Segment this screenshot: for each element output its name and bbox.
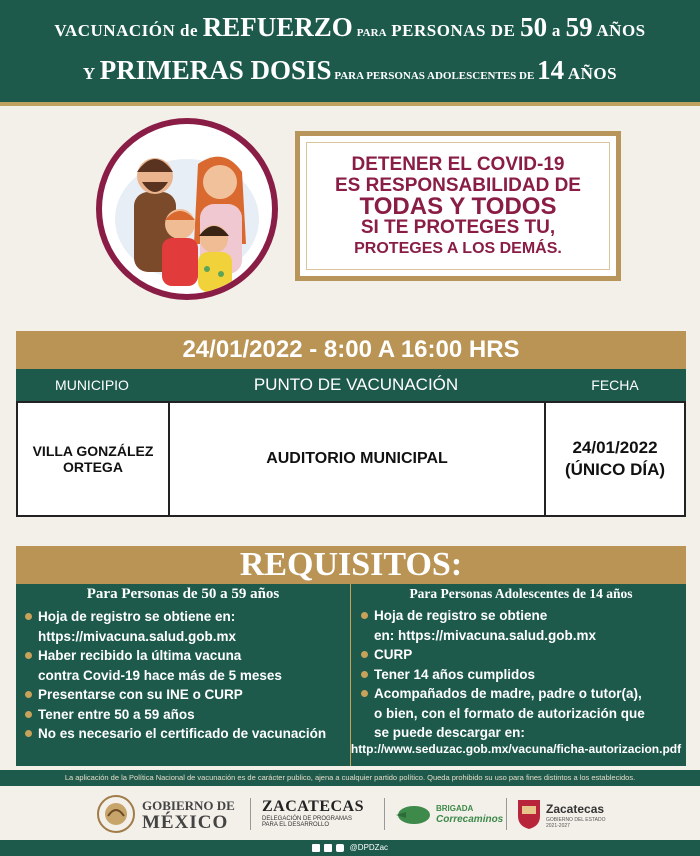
cell-fecha-note: (ÚNICO DÍA) (564, 460, 666, 479)
table-row (16, 401, 686, 517)
coat-of-arms-icon (96, 794, 136, 834)
list-item-text: Haber recibido la última vacuna (38, 648, 242, 663)
list-item-text: contra Covid-19 hace más de 5 meses (38, 667, 282, 683)
header-text: PERSONAS DE (386, 21, 521, 40)
header-line-1 (0, 12, 700, 43)
slogan-line-5: PROTEGES A LOS DEMÁS. (354, 240, 562, 257)
bullet-icon (25, 711, 32, 718)
bullet-icon (25, 730, 32, 737)
slogan-line-4: SI TE PROTEGES TU, (360, 217, 556, 238)
list-item (358, 704, 684, 724)
state-shield-icon (516, 798, 542, 830)
list-item (358, 606, 684, 626)
slogan-box (295, 131, 621, 281)
list-item (358, 723, 684, 743)
bullet-icon (361, 690, 368, 697)
list-item (22, 724, 344, 744)
requisitos-right-heading: Para Personas Adolescentes de 14 años (409, 586, 633, 601)
date-banner: 24/01/2022 - 8:00 A 16:00 HRS (16, 331, 686, 369)
zac-estado-line-1: Zacatecas (546, 802, 605, 816)
requisitos-left-list (22, 607, 344, 744)
list-item (358, 626, 684, 646)
column-header-municipio: MUNICIPIO (55, 377, 129, 393)
list-item-text: No es necesario el certificado de vacunación (38, 726, 327, 741)
header-number: 59 (565, 12, 593, 42)
header-text: a (547, 21, 566, 40)
header-banner (0, 0, 700, 102)
table-header (16, 369, 686, 401)
slogan-text (300, 154, 616, 259)
cell-municipio: VILLA GONZÁLEZ ORTEGA (32, 443, 154, 475)
header-text: AÑOS (592, 21, 646, 40)
list-item-text: se puede descargar en: (374, 725, 525, 740)
facebook-icon[interactable] (312, 844, 320, 852)
zac-estado-line-3: 2021-2027 (546, 823, 570, 829)
twitter-icon[interactable] (324, 844, 332, 852)
cell-punto: AUDITORIO MUNICIPAL (266, 450, 448, 467)
brigada-line-1: BRIGADA (436, 804, 474, 813)
zacatecas-delegacion-logo (262, 792, 382, 836)
gold-divider (0, 102, 700, 106)
bullet-icon (25, 613, 32, 620)
header-line-2 (0, 55, 700, 86)
header-text-refuerzo: REFUERZO (202, 12, 353, 42)
header-text: PARA PERSONAS ADOLESCENTES DE (331, 70, 538, 82)
list-item-text: Acompañados de madre, padre o tutor(a), (374, 686, 642, 701)
bullet-icon (361, 651, 368, 658)
bullet-icon (25, 691, 32, 698)
gobierno-mexico-logo (96, 792, 246, 836)
list-item (22, 646, 344, 666)
zacatecas-deleg-line-1: ZACATECAS (262, 798, 364, 815)
brigada-line-2: Correcaminos (436, 814, 504, 825)
requisitos-title: REQUISITOS: (16, 546, 686, 584)
logo-separator (250, 798, 251, 830)
authorization-form-link[interactable]: http://www.seduzac.gob.mx/vacuna/ficha-autorizacion.pdf (350, 742, 682, 756)
list-item-text: https://mivacuna.salud.gob.mx (38, 628, 237, 644)
zacatecas-deleg-line-3: PARA EL DESARROLLO (262, 822, 330, 828)
list-item-text: Hoja de registro se obtiene (374, 608, 548, 623)
header-number: 14 (537, 55, 565, 85)
list-item (358, 645, 684, 665)
bullet-icon (25, 652, 32, 659)
instagram-icon[interactable] (336, 844, 344, 852)
family-illustration (96, 118, 278, 300)
requisitos-body (16, 584, 686, 766)
list-item (22, 685, 344, 705)
logo-separator (506, 798, 507, 830)
gobierno-line-1: GOBIERNO DE (142, 798, 235, 813)
column-divider (350, 584, 351, 766)
list-item-text: CURP (374, 647, 413, 662)
disclaimer: La aplicación de la Política Nacional de vacunación es de carácter publico, ajena a cualquier partido político. Queda prohibido su uso para fines distintos a los establecidos. (0, 770, 700, 786)
bullet-icon (361, 612, 368, 619)
footer-social (0, 840, 700, 856)
list-item-text: Tener entre 50 a 59 años (38, 706, 195, 722)
requisitos-right-list (358, 606, 684, 743)
zacatecas-estado-logo (516, 792, 626, 836)
header-number: 50 (520, 12, 548, 42)
slogan-line-1: DETENER EL COVID-19 (351, 154, 565, 175)
brigada-correcaminos-logo (392, 792, 502, 836)
slogan-line-2: ES RESPONSABILIDAD DE (335, 175, 581, 196)
bullet-icon (361, 671, 368, 678)
column-header-fecha: FECHA (591, 377, 639, 393)
list-item (22, 607, 344, 627)
header-text: Y (82, 64, 100, 83)
slogan-line-3: TODAS Y TODOS (359, 193, 557, 220)
list-item-text: Tener 14 años cumplidos (374, 666, 536, 682)
column-header-punto: PUNTO DE VACUNACIÓN (253, 375, 459, 394)
cell-fecha-date: 24/01/2022 (572, 438, 658, 457)
list-item (22, 627, 344, 647)
list-item-text: Hoja de registro se obtiene en: (38, 609, 236, 624)
social-handle[interactable]: @DPDZac (349, 843, 389, 852)
requisitos-right-column (350, 584, 684, 766)
zac-estado-line-2: GOBIERNO DEL ESTADO (546, 817, 606, 823)
list-item-text: en: https://mivacuna.salud.gob.mx (374, 627, 597, 643)
logo-separator (384, 798, 385, 830)
gobierno-line-2: MÉXICO (142, 812, 229, 833)
list-item-text: Presentarse con su INE o CURP (38, 687, 243, 702)
header-text: PARA (356, 27, 387, 39)
logos-bar (0, 788, 700, 840)
list-item (22, 705, 344, 725)
header-text-primeras-dosis: PRIMERAS DOSIS (99, 55, 332, 85)
cell-fecha (546, 403, 684, 515)
requisitos-left-column (22, 584, 344, 766)
requisitos-left-heading: Para Personas de 50 a 59 años (86, 586, 280, 602)
list-item (358, 665, 684, 685)
list-item (22, 666, 344, 686)
header-text: VACUNACIÓN de (54, 21, 203, 40)
roadrunner-icon (392, 800, 432, 830)
header-text: AÑOS (564, 64, 618, 83)
list-item-text: o bien, con el formato de autorización que (374, 705, 645, 721)
list-item (358, 684, 684, 704)
zacatecas-deleg-line-2: DELEGACIÓN DE PROGRAMAS (262, 816, 353, 822)
